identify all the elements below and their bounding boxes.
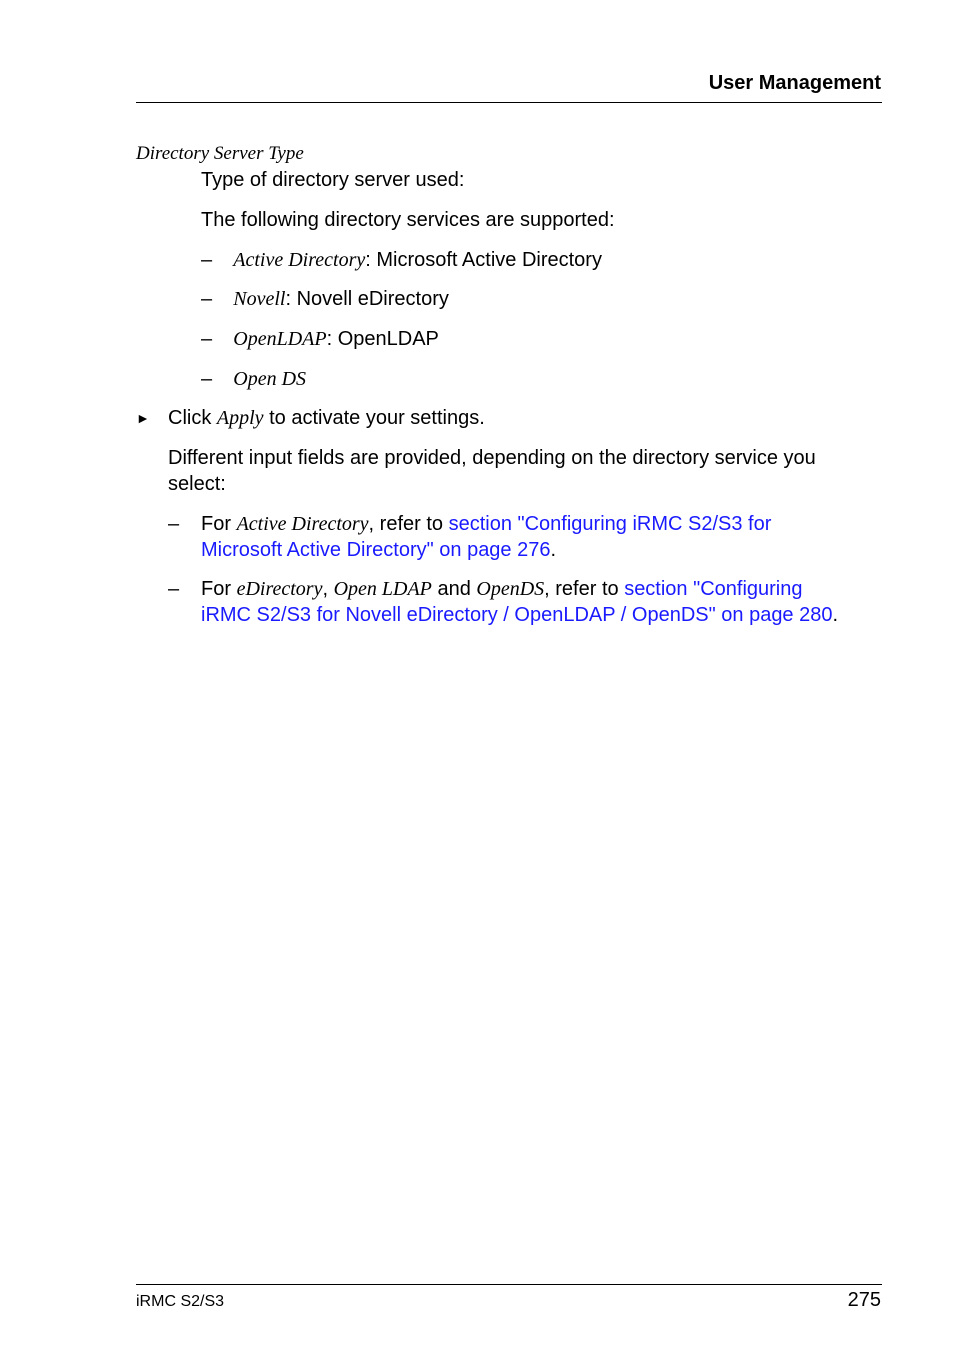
service-sep: : <box>365 249 377 271</box>
ref-service-name: eDirectory <box>236 578 323 600</box>
section-link-edirectory-cont[interactable]: iRMC S2/S3 for Novell eDirectory / OpenLDAP / OpenDS" on page 280 <box>201 604 833 626</box>
list-item <box>201 326 439 352</box>
list-dash: – <box>201 288 213 310</box>
info-line-1: Different input fields are provided, depending on the directory service you <box>168 447 816 469</box>
ref-sep: , <box>322 578 334 600</box>
step-prefix: Click <box>168 407 217 429</box>
ref-end: . <box>550 539 557 561</box>
footer-rule <box>136 1284 882 1285</box>
header-rule <box>136 102 882 103</box>
ref-for: For <box>201 578 237 600</box>
step-arrow-icon: ► <box>136 410 150 426</box>
desc-line-1: Type of directory server used: <box>201 169 465 191</box>
ref-for: For <box>201 513 237 535</box>
list-item <box>201 366 306 392</box>
ref-and: and <box>431 578 477 600</box>
running-header-title: User Management <box>708 72 881 94</box>
desc-line-2: The following directory services are supported: <box>201 209 615 231</box>
page-number: 275 <box>847 1289 881 1311</box>
section-link-active-directory-cont[interactable]: Microsoft Active Directory" on page 276 <box>201 539 551 561</box>
ref-end: . <box>832 604 839 626</box>
service-sep: : <box>285 288 297 310</box>
step-instruction <box>168 405 485 431</box>
ref-service-name: Active Directory <box>236 513 369 535</box>
ref-item-edirectory <box>201 576 803 602</box>
service-name: Active Directory <box>233 249 366 271</box>
list-item <box>201 286 449 312</box>
ref-dash: – <box>168 513 180 535</box>
service-desc: Microsoft Active Directory <box>376 249 602 271</box>
info-line-2: select: <box>168 473 226 495</box>
section-link-active-directory[interactable]: section "Configuring iRMC S2/S3 for <box>448 513 772 535</box>
ref-refer-to: , refer to <box>368 513 449 535</box>
term-heading: Directory Server Type <box>136 143 304 164</box>
ref-refer-to: , refer to <box>544 578 625 600</box>
list-dash: – <box>201 328 213 350</box>
list-dash: – <box>201 368 213 390</box>
ref-service-name: Open LDAP <box>333 578 432 600</box>
service-name: Novell <box>233 288 286 310</box>
ref-item-edirectory-cont <box>201 602 838 628</box>
ref-item-active-directory <box>201 511 771 537</box>
list-dash: – <box>201 249 213 271</box>
apply-term: Apply <box>216 407 264 429</box>
ref-dash: – <box>168 578 180 600</box>
list-item <box>201 247 602 273</box>
ref-service-name: OpenDS <box>476 578 545 600</box>
service-desc: OpenLDAP <box>337 328 439 350</box>
ref-item-active-directory-cont <box>201 537 556 563</box>
footer-product: iRMC S2/S3 <box>136 1293 225 1310</box>
service-desc: Novell eDirectory <box>296 288 449 310</box>
service-name: Open DS <box>233 368 307 390</box>
step-suffix: to activate your settings. <box>263 407 485 429</box>
service-name: OpenLDAP <box>233 328 327 350</box>
section-link-edirectory[interactable]: section "Configuring <box>624 578 803 600</box>
service-sep: : <box>326 328 338 350</box>
